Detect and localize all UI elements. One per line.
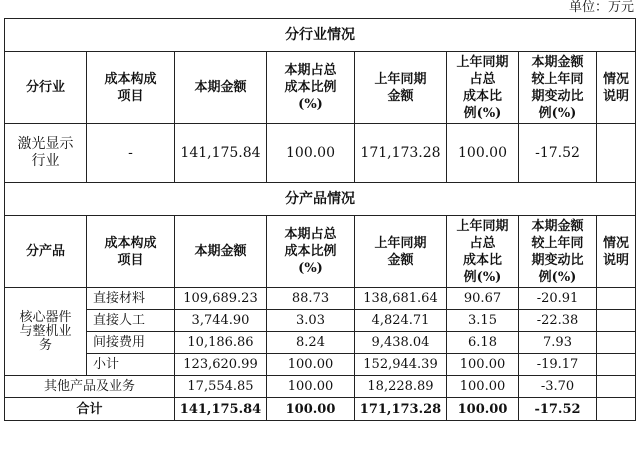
prior-pct: 100.00 xyxy=(447,124,519,183)
prior-pct: 6.18 xyxy=(447,332,519,354)
change-pct: -19.17 xyxy=(519,354,597,376)
total-label: 合计 xyxy=(5,398,175,421)
unit-label: 单位：万元 xyxy=(568,0,634,15)
note xyxy=(597,124,636,183)
change-pct: -22.38 xyxy=(519,310,597,332)
header-cell: 上年同期 金额 xyxy=(355,216,447,288)
change-pct: 7.93 xyxy=(519,332,597,354)
current-amount: 109,689.23 xyxy=(175,288,267,310)
total-row xyxy=(5,398,636,421)
header-cell: 分行业 xyxy=(5,52,87,124)
prior-pct: 3.15 xyxy=(447,310,519,332)
note xyxy=(597,310,636,332)
cost-item: 直接人工 xyxy=(87,310,175,332)
cost-table xyxy=(4,18,636,421)
prior-amount: 4,824.71 xyxy=(355,310,447,332)
header-cell: 本期金额 xyxy=(175,52,267,124)
current-amount: 123,620.99 xyxy=(175,354,267,376)
header-cell: 本期金额 较上年同 期变动比 例(%) xyxy=(519,216,597,288)
header-cell: 上年同期 占总 成本比 例(%) xyxy=(447,52,519,124)
prior-pct: 100.00 xyxy=(447,354,519,376)
header-cell: 分产品 xyxy=(5,216,87,288)
prior-pct: 90.67 xyxy=(447,288,519,310)
current-pct: 3.03 xyxy=(267,310,355,332)
header-cell: 成本构成 项目 xyxy=(87,52,175,124)
prior-amount: 171,173.28 xyxy=(355,398,447,421)
current-pct: 100.00 xyxy=(267,398,355,421)
change-pct: -17.52 xyxy=(519,124,597,183)
cost-item: 直接材料 xyxy=(87,288,175,310)
section-row xyxy=(5,19,636,52)
cost-item: - xyxy=(87,124,175,183)
header-row-industry xyxy=(5,52,636,124)
prior-amount: 9,438.04 xyxy=(355,332,447,354)
prior-amount: 138,681.64 xyxy=(355,288,447,310)
header-cell: 本期占总 成本比例 (%) xyxy=(267,52,355,124)
section-row xyxy=(5,183,636,216)
current-amount: 141,175.84 xyxy=(175,124,267,183)
header-cell: 情况 说明 xyxy=(597,216,636,288)
industry-name: 激光显示 行业 xyxy=(5,124,87,183)
prior-pct: 100.00 xyxy=(447,376,519,398)
header-cell: 本期金额 较上年同 期变动比 例(%) xyxy=(519,52,597,124)
change-pct: -3.70 xyxy=(519,376,597,398)
current-amount: 17,554.85 xyxy=(175,376,267,398)
cost-item: 小计 xyxy=(87,354,175,376)
section-title-industry: 分行业情况 xyxy=(5,19,636,52)
current-pct: 100.00 xyxy=(267,376,355,398)
section-title-product: 分产品情况 xyxy=(5,183,636,216)
header-cell: 上年同期 金额 xyxy=(355,52,447,124)
note xyxy=(597,376,636,398)
header-cell: 成本构成 项目 xyxy=(87,216,175,288)
prior-amount: 152,944.39 xyxy=(355,354,447,376)
current-amount: 3,744.90 xyxy=(175,310,267,332)
change-pct: -17.52 xyxy=(519,398,597,421)
header-cell: 本期金额 xyxy=(175,216,267,288)
header-cell: 情况 说明 xyxy=(597,52,636,124)
table-row xyxy=(5,332,636,354)
current-pct: 100.00 xyxy=(267,354,355,376)
table-row xyxy=(5,354,636,376)
current-pct: 88.73 xyxy=(267,288,355,310)
prior-pct: 100.00 xyxy=(447,398,519,421)
header-cell: 本期占总 成本比例 (%) xyxy=(267,216,355,288)
note xyxy=(597,354,636,376)
change-pct: -20.91 xyxy=(519,288,597,310)
current-amount: 141,175.84 xyxy=(175,398,267,421)
table-row xyxy=(5,124,636,183)
current-amount: 10,186.86 xyxy=(175,332,267,354)
header-cell: 上年同期 占总 成本比 例(%) xyxy=(447,216,519,288)
note xyxy=(597,398,636,421)
prior-amount: 18,228.89 xyxy=(355,376,447,398)
current-pct: 100.00 xyxy=(267,124,355,183)
cost-item: 间接费用 xyxy=(87,332,175,354)
other-name: 其他产品及业务 xyxy=(5,376,175,398)
current-pct: 8.24 xyxy=(267,332,355,354)
prior-amount: 171,173.28 xyxy=(355,124,447,183)
note xyxy=(597,288,636,310)
table-row xyxy=(5,310,636,332)
product-group-name: 核心器件 与整机业 务 xyxy=(5,288,87,376)
note xyxy=(597,332,636,354)
table-row xyxy=(5,288,636,310)
header-row-product xyxy=(5,216,636,288)
table-row xyxy=(5,376,636,398)
